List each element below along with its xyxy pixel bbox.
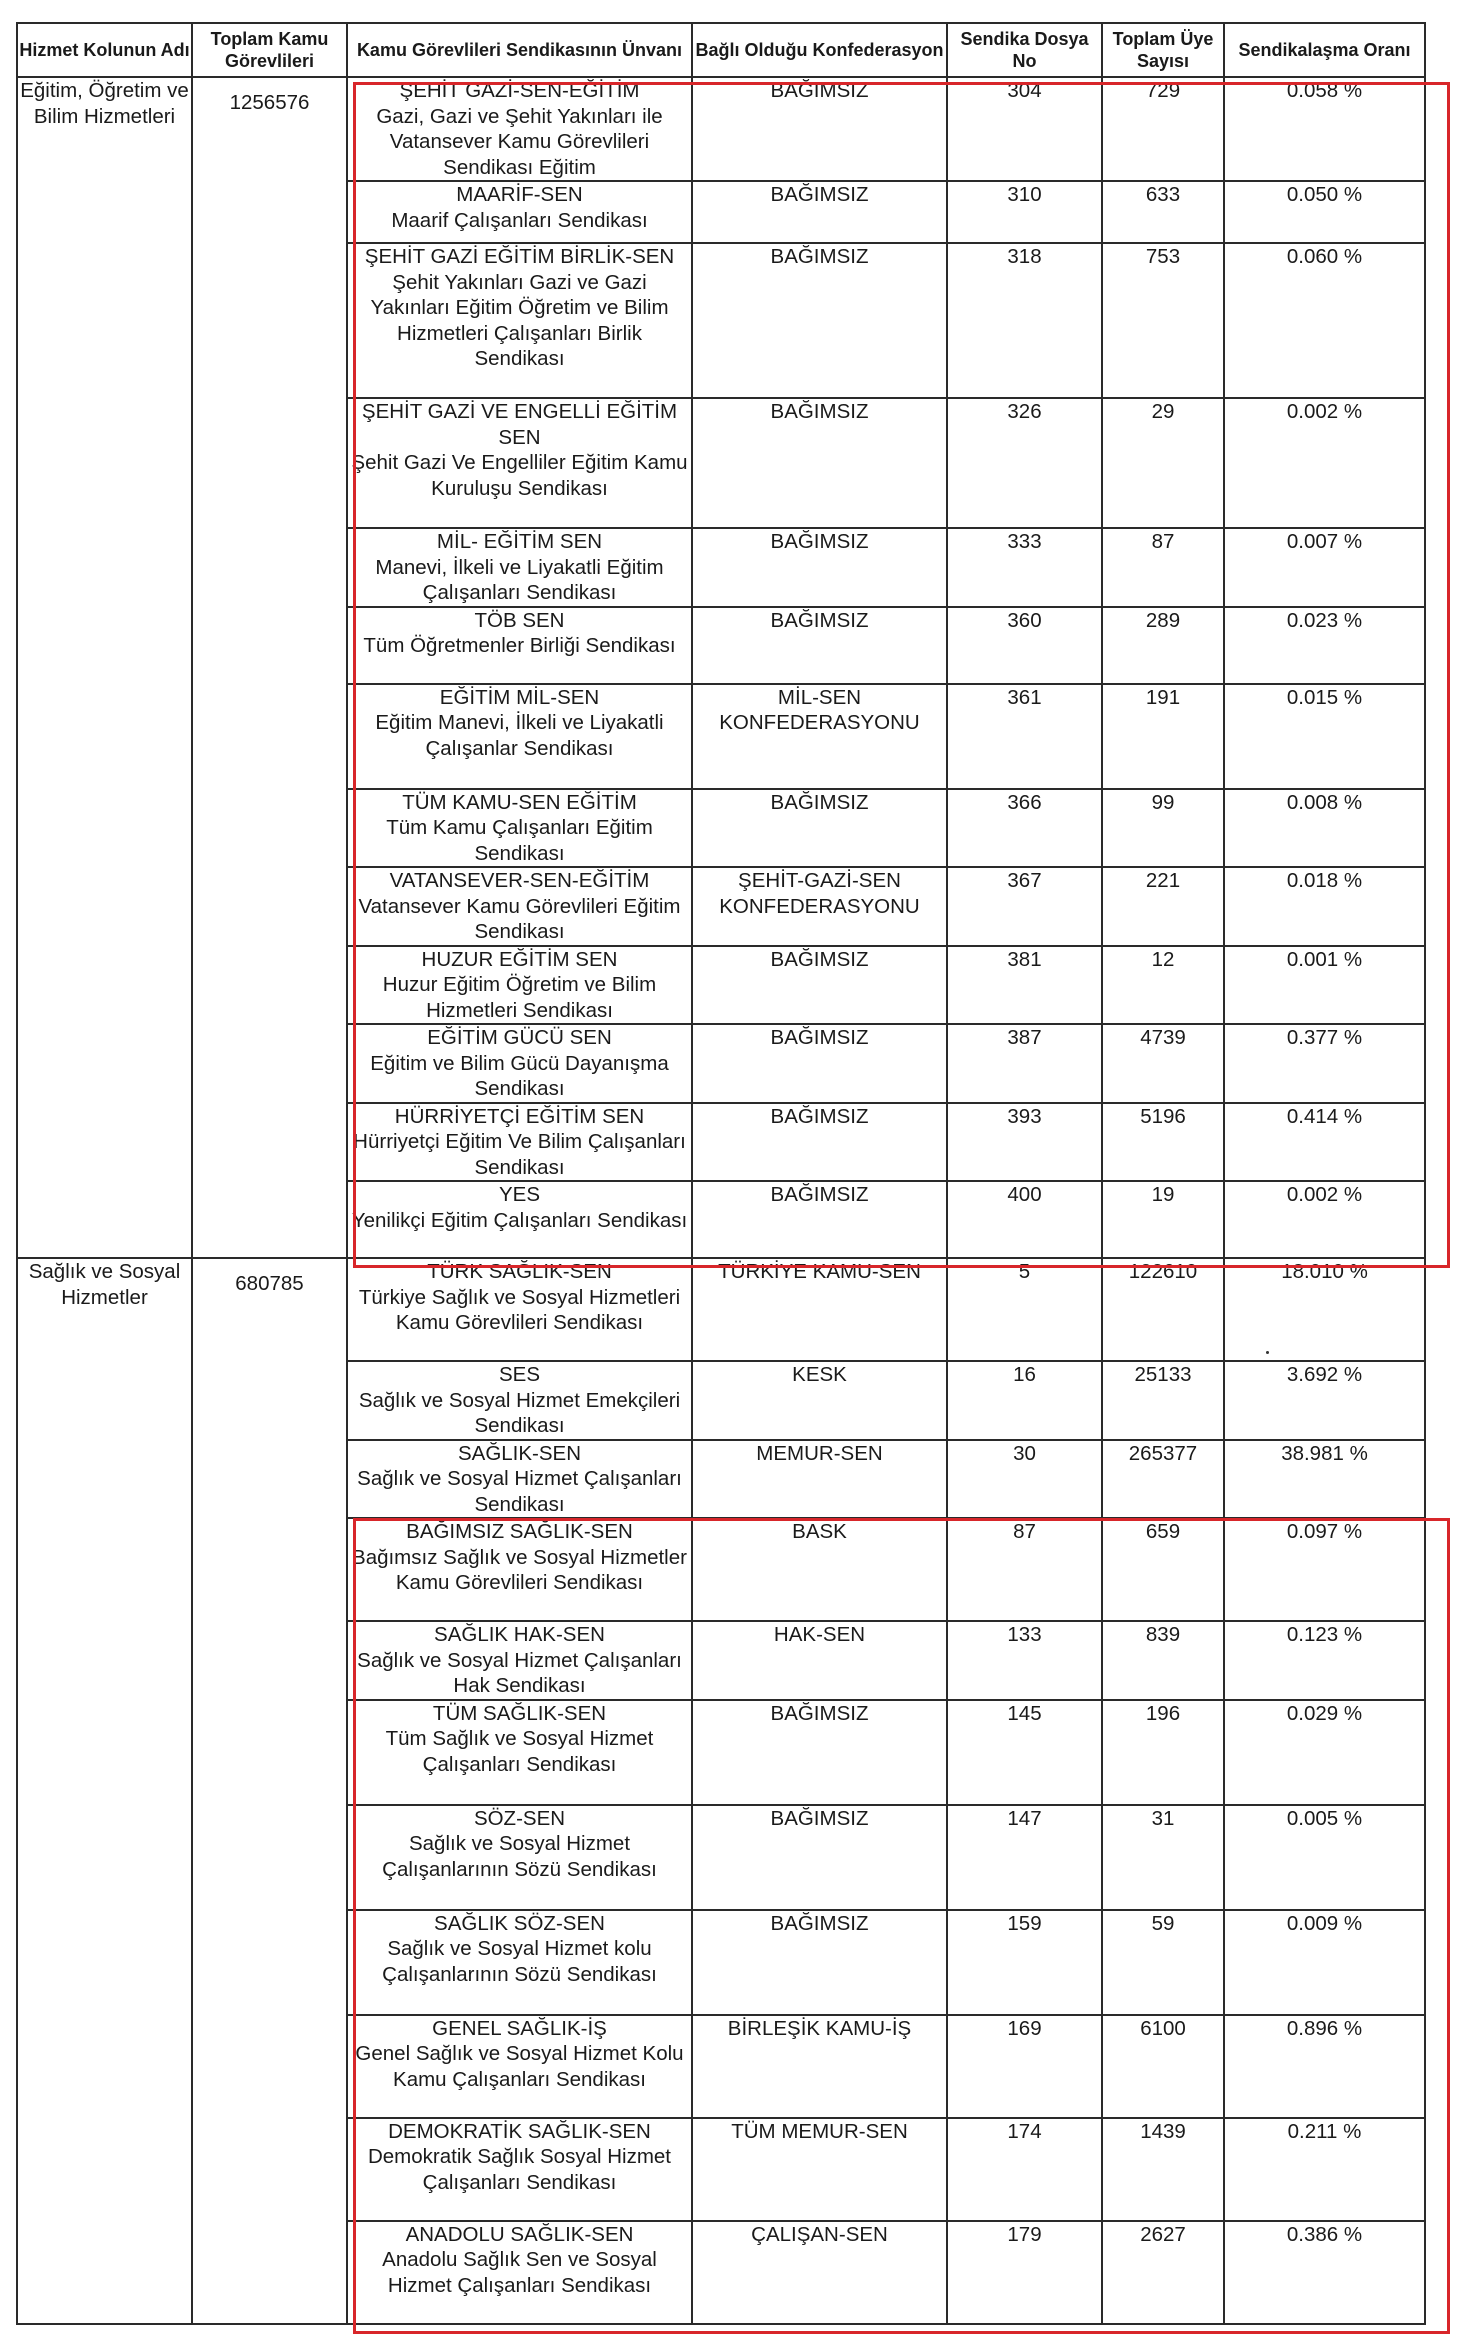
union-ratio: 0.123 % bbox=[1224, 1621, 1425, 1700]
union-full-name: Şehit Gazi Ve Engelliler Eğitim Kamu Kuruluşu Sendikası bbox=[351, 451, 688, 500]
union-short-name: HÜRRİYETÇİ EĞİTİM SEN bbox=[394, 1104, 645, 1128]
union-ratio: 0.896 % bbox=[1224, 2015, 1425, 2118]
member-count: 1439 bbox=[1102, 2118, 1224, 2221]
union-ratio: 0.050 % bbox=[1224, 181, 1425, 243]
union-full-name: Genel Sağlık ve Sosyal Hizmet Kolu Kamu Çalışanları Sendikası bbox=[355, 2042, 684, 2091]
confederation: TÜM MEMUR-SEN bbox=[692, 2118, 947, 2221]
file-number: 367 bbox=[947, 867, 1102, 946]
union-ratio: 0.018 % bbox=[1224, 867, 1425, 946]
union-ratio: 0.009 % bbox=[1224, 1910, 1425, 2015]
file-number: 133 bbox=[947, 1621, 1102, 1700]
member-count: 6100 bbox=[1102, 2015, 1224, 2118]
union-ratio: 0.023 % bbox=[1224, 607, 1425, 684]
union-short-name: ŞEHİT GAZİ VE ENGELLİ EĞİTİM SEN bbox=[361, 400, 678, 449]
union-full-name: Sağlık ve Sosyal Hizmet Çalışanları Hak Sendikası bbox=[357, 1648, 682, 1697]
member-count: 19 bbox=[1102, 1181, 1224, 1258]
union-short-name: EĞİTİM MİL-SEN bbox=[439, 685, 600, 709]
file-number: 393 bbox=[947, 1103, 1102, 1182]
highlight-box-health bbox=[353, 1518, 1450, 2334]
file-number: 5 bbox=[947, 1258, 1102, 1361]
member-count: 29 bbox=[1102, 398, 1224, 528]
confederation: BAĞIMSIZ bbox=[692, 946, 947, 1025]
member-count: 839 bbox=[1102, 1621, 1224, 1700]
confederation: BAĞIMSIZ bbox=[692, 398, 947, 528]
union-full-name: Tüm Sağlık ve Sosyal Hizmet Çalışanları Sendikası bbox=[385, 1727, 654, 1776]
file-number: 30 bbox=[947, 1440, 1102, 1519]
confederation: BAĞIMSIZ bbox=[692, 1181, 947, 1258]
union-short-name: SAĞLIK SÖZ-SEN bbox=[434, 1911, 605, 1935]
member-count: 659 bbox=[1102, 1518, 1224, 1621]
union-short-name: DEMOKRATİK SAĞLIK-SEN bbox=[388, 2119, 651, 2143]
union-ratio: 0.002 % bbox=[1224, 398, 1425, 528]
table-row bbox=[17, 1258, 1425, 1361]
confederation: BAĞIMSIZ bbox=[692, 1805, 947, 1910]
union-ratio: 0.414 % bbox=[1224, 1103, 1425, 1182]
member-count: 4739 bbox=[1102, 1024, 1224, 1103]
header-oran: Sendikalaşma Oranı bbox=[1224, 23, 1425, 77]
file-number: 169 bbox=[947, 2015, 1102, 2118]
union-ratio: 0.377 % bbox=[1224, 1024, 1425, 1103]
union-full-name: Demokratik Sağlık Sosyal Hizmet Çalışanları Sendikası bbox=[367, 2145, 672, 2194]
file-number: 360 bbox=[947, 607, 1102, 684]
confederation: KESK bbox=[692, 1361, 947, 1440]
union-ratio: 0.001 % bbox=[1224, 946, 1425, 1025]
file-number: 326 bbox=[947, 398, 1102, 528]
confederation: BAĞIMSIZ bbox=[692, 789, 947, 868]
file-number: 310 bbox=[947, 181, 1102, 243]
file-number: 400 bbox=[947, 1181, 1102, 1258]
union-short-name: BAĞIMSIZ SAĞLIK-SEN bbox=[406, 1520, 633, 1543]
confederation: BAĞIMSIZ bbox=[692, 1910, 947, 2015]
header-row bbox=[17, 23, 1425, 77]
union-full-name: Tüm Kamu Çalışanları Eğitim Sendikası bbox=[386, 816, 653, 865]
union-short-name: EĞİTİM GÜCÜ SEN bbox=[427, 1026, 612, 1049]
file-number: 318 bbox=[947, 243, 1102, 398]
union-ratio: 3.692 % bbox=[1224, 1361, 1425, 1440]
union-short-name: MİL- EĞİTİM SEN bbox=[436, 530, 603, 553]
file-number: 87 bbox=[947, 1518, 1102, 1621]
member-count: 2627 bbox=[1102, 2221, 1224, 2324]
union-short-name: TÖB SEN bbox=[474, 608, 565, 632]
member-count: 25133 bbox=[1102, 1361, 1224, 1440]
file-number: 159 bbox=[947, 1910, 1102, 2015]
union-full-name: Huzur Eğitim Öğretim ve Bilim Hizmetleri Sendikası bbox=[382, 973, 657, 1022]
union-short-name: TÜRK SAĞLIK-SEN bbox=[427, 1260, 612, 1283]
union-short-name: HUZUR EĞİTİM SEN bbox=[421, 947, 618, 971]
confederation: BİRLEŞİK KAMU-İŞ bbox=[692, 2015, 947, 2118]
union-full-name: Sağlık ve Sosyal Hizmet Çalışanlarının Sözü Sendikası bbox=[382, 1832, 657, 1881]
file-number: 16 bbox=[947, 1361, 1102, 1440]
union-short-name: VATANSEVER-SEN-EĞİTİM bbox=[389, 869, 650, 892]
confederation: BASK bbox=[692, 1518, 947, 1621]
header-konfederasyon: Bağlı Olduğu Konfederasyon bbox=[692, 23, 947, 77]
union-short-name: SÖZ-SEN bbox=[473, 1806, 566, 1830]
file-number: 304 bbox=[947, 77, 1102, 181]
confederation: BAĞIMSIZ bbox=[692, 607, 947, 684]
confederation: BAĞIMSIZ bbox=[692, 528, 947, 607]
union-full-name: Gazi, Gazi ve Şehit Yakınları ile Vatansever Kamu Görevlileri Sendikası Eğitim bbox=[376, 104, 663, 179]
member-count: 59 bbox=[1102, 1910, 1224, 2015]
member-count: 633 bbox=[1102, 181, 1224, 243]
union-full-name: Hürriyetçi Eğitim Ve Bilim Çalışanları Sendikası bbox=[353, 1130, 686, 1179]
union-full-name: Tüm Öğretmenler Birliği Sendikası bbox=[363, 634, 676, 657]
union-short-name: SAĞLIK-SEN bbox=[457, 1441, 582, 1465]
member-count: 191 bbox=[1102, 684, 1224, 789]
header-toplam-kamu: Toplam Kamu Görevlileri bbox=[192, 23, 347, 77]
union-full-name: Yenilikçi Eğitim Çalışanları Sendikası bbox=[351, 1208, 688, 1232]
member-count: 753 bbox=[1102, 243, 1224, 398]
union-full-name: Şehit Yakınları Gazi ve Gazi Yakınları Eğitim Öğretim ve Bilim Hizmetleri Çalışanları Birlik Sendikası bbox=[370, 270, 669, 370]
union-ratio: 0.002 % bbox=[1224, 1181, 1425, 1258]
union-short-name: SAĞLIK HAK-SEN bbox=[434, 1623, 605, 1646]
union-short-name: GENEL SAĞLIK-İŞ bbox=[432, 2016, 607, 2040]
union-title-cell bbox=[347, 1440, 692, 1519]
union-full-name: Türkiye Sağlık ve Sosyal Hizmetleri Kamu Görevlileri Sendikası bbox=[358, 1285, 681, 1334]
file-number: 361 bbox=[947, 684, 1102, 789]
file-number: 179 bbox=[947, 2221, 1102, 2324]
union-ratio: 38.981 % bbox=[1224, 1440, 1425, 1519]
file-number: 174 bbox=[947, 2118, 1102, 2221]
confederation: ÇALIŞAN-SEN bbox=[692, 2221, 947, 2324]
member-count: 729 bbox=[1102, 77, 1224, 181]
union-full-name: Vatansever Kamu Görevlileri Eğitim Sendikası bbox=[358, 894, 681, 943]
union-title-cell bbox=[347, 1258, 692, 1361]
union-full-name: Bağımsız Sağlık ve Sosyal Hizmetler Kamu Görevlileri Sendikası bbox=[352, 1545, 687, 1594]
member-count: 12 bbox=[1102, 946, 1224, 1025]
union-short-name: TÜM SAĞLIK-SEN bbox=[432, 1701, 607, 1725]
union-full-name: Maarif Çalışanları Sendikası bbox=[391, 208, 648, 232]
member-count: 99 bbox=[1102, 789, 1224, 868]
member-count: 87 bbox=[1102, 528, 1224, 607]
file-number: 145 bbox=[947, 1700, 1102, 1805]
union-ratio: 0.211 % bbox=[1224, 2118, 1425, 2221]
confederation: BAĞIMSIZ bbox=[692, 181, 947, 243]
union-ratio: 0.058 % bbox=[1224, 77, 1425, 181]
file-number: 147 bbox=[947, 1805, 1102, 1910]
union-ratio: 0.029 % bbox=[1224, 1700, 1425, 1805]
union-full-name: Sağlık ve Sosyal Hizmet Emekçileri Sendikası bbox=[358, 1388, 681, 1437]
union-short-name: YES bbox=[498, 1183, 541, 1206]
member-count: 289 bbox=[1102, 607, 1224, 684]
header-hizmet-kolu: Hizmet Kolunun Adı bbox=[17, 23, 192, 77]
member-count: 265377 bbox=[1102, 1440, 1224, 1519]
header-unvan: Kamu Görevlileri Sendikasının Ünvanı bbox=[347, 23, 692, 77]
union-full-name: Sağlık ve Sosyal Hizmet Çalışanları Sendikası bbox=[357, 1467, 682, 1516]
file-number: 333 bbox=[947, 528, 1102, 607]
union-full-name: Manevi, İlkeli ve Liyakatli Eğitim Çalışanları Sendikası bbox=[375, 555, 664, 604]
union-ratio: 18.010 % bbox=[1224, 1258, 1425, 1361]
service-branch-total: 680785 bbox=[192, 1258, 347, 2324]
file-number: 381 bbox=[947, 946, 1102, 1025]
confederation: HAK-SEN bbox=[692, 1621, 947, 1700]
member-count: 122610 bbox=[1102, 1258, 1224, 1361]
confederation: MİL-SEN KONFEDERASYONU bbox=[692, 684, 947, 789]
union-ratio: 0.097 % bbox=[1224, 1518, 1425, 1621]
confederation: BAĞIMSIZ bbox=[692, 1700, 947, 1805]
union-ratio: 0.008 % bbox=[1224, 789, 1425, 868]
union-short-name: ŞEHİT GAZİ-SEN-EĞİTİM bbox=[399, 79, 640, 102]
union-ratio: 0.060 % bbox=[1224, 243, 1425, 398]
union-ratio: 0.015 % bbox=[1224, 684, 1425, 789]
union-ratio: 0.007 % bbox=[1224, 528, 1425, 607]
union-full-name: Eğitim ve Bilim Gücü Dayanışma Sendikası bbox=[370, 1051, 669, 1100]
union-ratio: 0.005 % bbox=[1224, 1805, 1425, 1910]
service-branch-name: Eğitim, Öğretim ve Bilim Hizmetleri bbox=[17, 77, 192, 1258]
service-branch-total: 1256576 bbox=[192, 77, 347, 1258]
member-count: 196 bbox=[1102, 1700, 1224, 1805]
union-full-name: Sağlık ve Sosyal Hizmet kolu Çalışanlarının Sözü Sendikası bbox=[382, 1937, 657, 1986]
header-dosya-no: Sendika Dosya No bbox=[947, 23, 1102, 77]
service-branch-name: Sağlık ve Sosyal Hizmetler bbox=[17, 1258, 192, 2324]
union-title-cell bbox=[347, 1361, 692, 1440]
confederation: MEMUR-SEN bbox=[692, 1440, 947, 1519]
union-short-name: TÜM KAMU-SEN EĞİTİM bbox=[402, 790, 637, 814]
confederation: BAĞIMSIZ bbox=[692, 243, 947, 398]
member-count: 5196 bbox=[1102, 1103, 1224, 1182]
confederation: BAĞIMSIZ bbox=[692, 77, 947, 181]
file-number: 387 bbox=[947, 1024, 1102, 1103]
union-short-name: ŞEHİT GAZİ EĞİTİM BİRLİK-SEN bbox=[364, 245, 675, 268]
confederation: BAĞIMSIZ bbox=[692, 1024, 947, 1103]
file-number: 366 bbox=[947, 789, 1102, 868]
confederation: BAĞIMSIZ bbox=[692, 1103, 947, 1182]
union-full-name: Anadolu Sağlık Sen ve Sosyal Hizmet Çalışanları Sendikası bbox=[382, 2248, 657, 2297]
header-uye-sayisi: Toplam Üye Sayısı bbox=[1102, 23, 1224, 77]
member-count: 221 bbox=[1102, 867, 1224, 946]
union-short-name: SES bbox=[498, 1363, 541, 1386]
union-short-name: MAARİF-SEN bbox=[456, 183, 583, 206]
confederation: ŞEHİT-GAZİ-SEN KONFEDERASYONU bbox=[692, 867, 947, 946]
union-short-name: ANADOLU SAĞLIK-SEN bbox=[405, 2222, 634, 2246]
member-count: 31 bbox=[1102, 1805, 1224, 1910]
union-ratio: 0.386 % bbox=[1224, 2221, 1425, 2324]
scan-speck bbox=[1266, 1351, 1269, 1354]
union-full-name: Eğitim Manevi, İlkeli ve Liyakatli Çalışanlar Sendikası bbox=[375, 711, 664, 760]
highlight-box-education bbox=[353, 82, 1450, 1268]
confederation: TÜRKİYE KAMU-SEN bbox=[692, 1258, 947, 1361]
